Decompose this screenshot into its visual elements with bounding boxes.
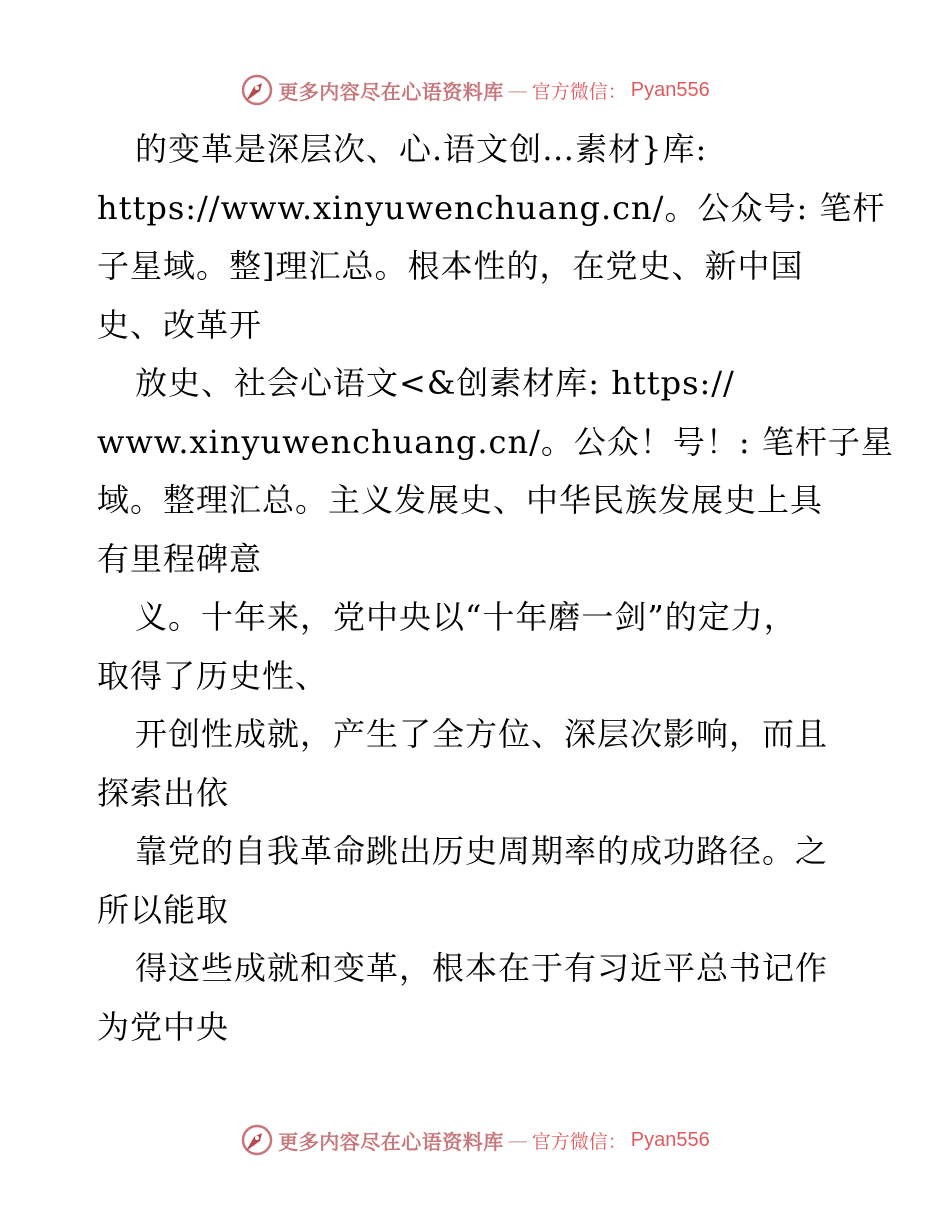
banner-wechat-id: Pyan556 [630, 78, 710, 101]
text-line: 史、改革开 [97, 305, 263, 344]
banner-title: 更多内容尽在心语资料库 [278, 79, 504, 104]
header-banner [0, 68, 950, 112]
text-line: www.xinyuwenchuang.cn/。公众！号！: 笔杆子星 [97, 422, 894, 461]
text-line: 得这些成就和变革，根本在于有习近平总书记作 [135, 949, 829, 987]
text-line: https://www.xinyuwenchuang.cn/。公众号: 笔杆 [97, 188, 886, 227]
footer-banner [0, 1118, 950, 1162]
banner-official-label: 官方微信： [531, 80, 627, 103]
banner-dash: — [507, 1128, 528, 1152]
banner-wechat-id: Pyan556 [630, 1128, 710, 1151]
pen-nib-circle-icon [240, 1123, 274, 1157]
text-line: 域。整理汇总。主义发展史、中华民族发展史上具 [97, 481, 824, 519]
text-line: 靠党的自我革命跳出历史周期率的成功路径。之 [135, 832, 829, 870]
text-line: 子星域。整]理汇总。根本性的，在党史、新中国 [97, 247, 804, 285]
text-line: 的变革是深层次、心.语文创…素材}库: [135, 130, 708, 168]
text-line: 义。十年来，党中央以“十年磨一剑”的定力， [135, 598, 797, 636]
pen-nib-circle-icon [240, 73, 274, 107]
text-line: 放史、社会心语文<&创素材库: https:// [135, 364, 735, 402]
banner-dash: — [507, 78, 528, 102]
text-line: 所以能取 [97, 890, 230, 929]
banner-official-label: 官方微信： [531, 1130, 627, 1153]
banner-group [240, 1123, 709, 1157]
text-line: 探索出依 [97, 773, 230, 812]
banner-group [240, 73, 709, 107]
text-line: 开创性成就，产生了全方位、深层次影响，而且 [135, 715, 829, 753]
text-line: 有里程碑意 [97, 539, 263, 578]
document-body [97, 120, 894, 1056]
text-line: 取得了历史性、 [97, 656, 329, 695]
banner-title: 更多内容尽在心语资料库 [278, 1129, 504, 1154]
text-line: 为党中央 [97, 1007, 230, 1046]
